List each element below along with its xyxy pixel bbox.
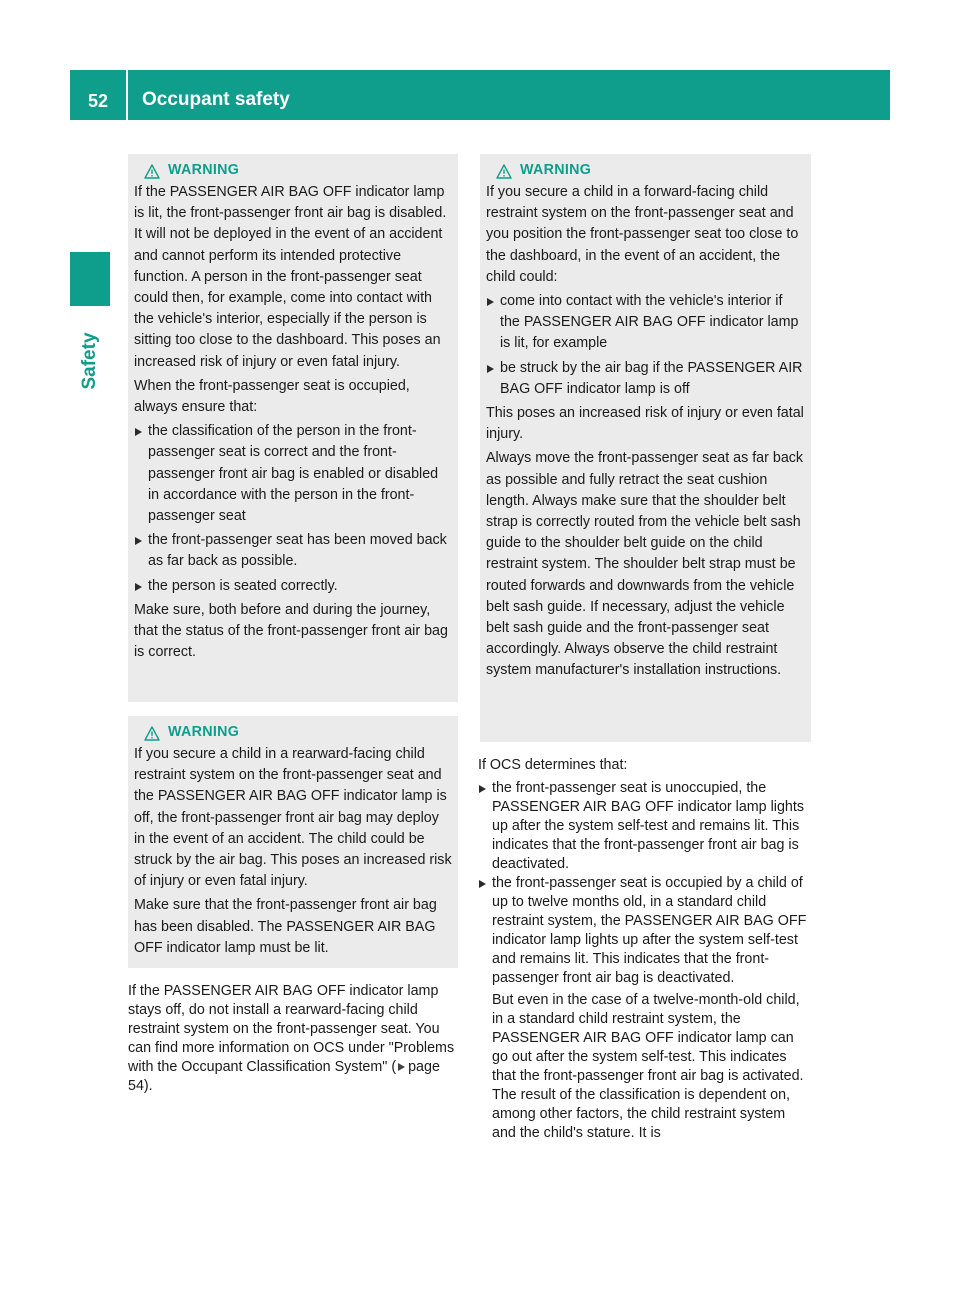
warning-bullet-list	[486, 291, 805, 400]
warning-title: WARNING	[168, 162, 240, 179]
side-label	[70, 316, 110, 406]
side-tab-marker	[70, 252, 110, 306]
list-item: the classification of the person in the front-passenger seat is correct and the front-passenger front air bag is enabled or disabled in accordance with the person in the front-passenger seat	[134, 421, 452, 527]
warning-box-1	[128, 154, 458, 702]
side-label-text: Safety	[79, 332, 100, 390]
warning-title: WARNING	[168, 724, 240, 741]
warning-bullet-list	[134, 421, 452, 597]
ocs-sub-paragraph: But even in the case of a twelve-month-old child, in a standard child restraint system, the PASSENGER AIR BAG OFF indicator lamp can go out after the system self-test. This indicates that the front-passenger front air bag is activated. The result of the classification is dependent on, among other factors, the child restraint system and the child's stature. It is	[492, 992, 804, 1141]
warning-text: Make sure, both before and during the journey, that the status of the front-passenger front air bag is correct.	[134, 601, 448, 661]
warning-text: If you secure a child in a rearward-facing child restraint system on the front-passenger seat and the PASSENGER AIR BAG OFF indicator lamp is off, the front-passenger front air bag may deploy in the event of an accident. The child could be struck by the air bag. This poses an increased risk of injury or even fatal injury.	[134, 746, 452, 890]
ocs-section	[478, 756, 811, 1143]
warning-heading	[144, 722, 452, 744]
warning-text: Make sure that the front-passenger front air bag has been disabled. The PASSENGER AIR BAG OFF indicator lamp must be lit.	[134, 897, 437, 956]
ocs-reference-paragraph	[128, 982, 458, 1096]
warning-triangle-icon	[144, 164, 160, 179]
list-item: the front-passenger seat is occupied by a child of up to twelve months old, in a standard child restraint system, the PASSENGER AIR BAG OFF indicator lamp lights up after the system self-test and remains lit. This indicates that the front-passenger front air bag is deactivated.	[478, 874, 811, 988]
warning-box-3	[480, 154, 811, 742]
body-paragraph	[128, 982, 458, 1096]
page-reference-arrow-icon	[398, 1063, 405, 1071]
body-text: If the PASSENGER AIR BAG OFF indicator lamp stays off, do not install a rearward-facing child restraint system on the front-passenger seat. You can find more information on OCS under "Problems with the Occupant Classification System" (	[128, 983, 455, 1075]
page-reference-link[interactable]: page 54).	[128, 1059, 440, 1094]
warning-text: Always move the front-passenger seat as far back as possible and fully retract the seat cushion length. Always make sure that the shoulder belt strap is correctly routed from the vehicle belt sash guide to the shoulder belt guide on the child restraint system. The shoulder belt strap must be routed forwards and downwards from the vehicle belt sash guide. If necessary, adjust the vehicle belt sash guide and the front-passenger seat accordingly. Always observe the child restraint system manufacturer's installation instructions.	[486, 450, 804, 679]
header-bar	[70, 70, 890, 120]
warning-triangle-icon	[144, 726, 160, 741]
header-divider	[126, 70, 128, 120]
warning-heading	[496, 160, 805, 182]
list-item: the front-passenger seat is unoccupied, the PASSENGER AIR BAG OFF indicator lamp lights up after the system self-test and remains lit. This indicates that the front-passenger front air bag is deactivated.	[478, 779, 811, 874]
list-item: the front-passenger seat has been moved back as far back as possible.	[134, 530, 452, 572]
warning-text: If the PASSENGER AIR BAG OFF indicator lamp is lit, the front-passenger front air bag is disabled. It will not be deployed in the event of an accident and cannot perform its intended protective function. A person in the front-passenger seat could then, for example, come into contact with the vehicle's interior, especially if the person is sitting too close to the dashboard. This poses an increased risk of injury or even fatal injury.	[134, 184, 447, 370]
list-item: the person is seated correctly.	[134, 576, 452, 597]
right-column	[480, 154, 811, 1143]
warning-triangle-icon	[496, 164, 512, 179]
warning-title: WARNING	[520, 162, 592, 179]
section-title: Occupant safety	[142, 89, 290, 110]
left-column	[128, 154, 458, 1100]
warning-box-2	[128, 716, 458, 968]
list-item: come into contact with the vehicle's interior if the PASSENGER AIR BAG OFF indicator lamp is lit, for example	[486, 291, 805, 355]
page-number: 52	[87, 91, 109, 111]
warning-heading	[144, 160, 452, 182]
ocs-bullet-list	[478, 779, 811, 988]
warning-text: When the front-passenger seat is occupied, always ensure that:	[134, 377, 410, 416]
ocs-intro: If OCS determines that:	[478, 757, 628, 773]
warning-text: If you secure a child in a forward-facing child restraint system on the front-passenger seat and you position the front-passenger seat too close to the dashboard, in the event of an accident, the child could:	[486, 184, 799, 285]
warning-text: This poses an increased risk of injury or even fatal injury.	[486, 405, 804, 443]
list-item: be struck by the air bag if the PASSENGER AIR BAG OFF indicator lamp is off	[486, 358, 805, 400]
